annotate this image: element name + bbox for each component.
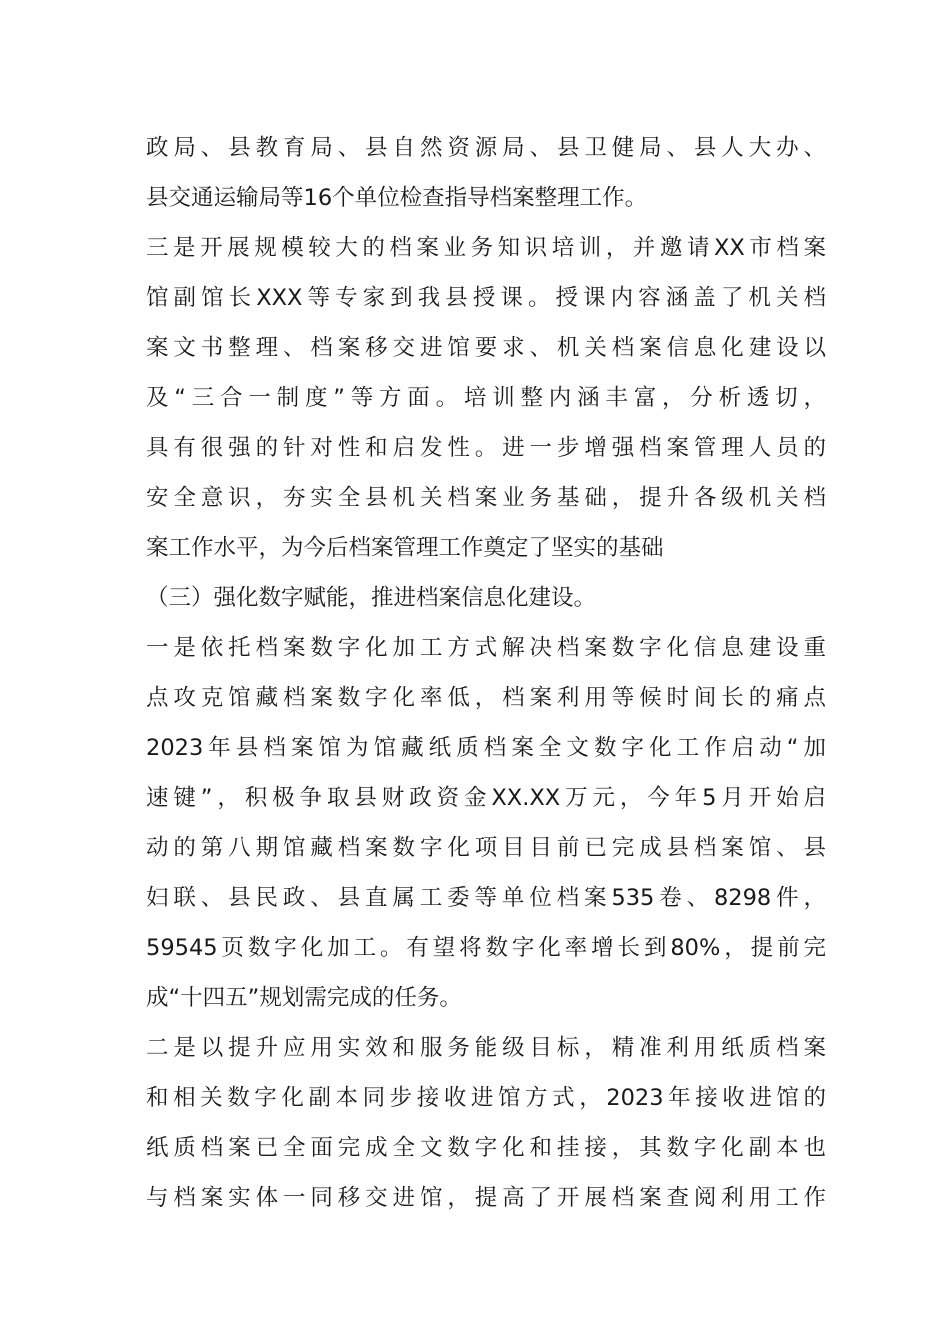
text-line: 动的第八期馆藏档案数字化项目目前已完成县档案馆、县 xyxy=(146,835,826,861)
text-line: 具有很强的针对性和启发性。进一步增强档案管理人员的 xyxy=(146,435,826,461)
text-line: 纸质档案已全面完成全文数字化和挂接，其数字化副本也 xyxy=(146,1135,826,1161)
document-body xyxy=(146,123,826,1223)
text-line: 二是以提升应用实效和服务能级目标，精准利用纸质档案 xyxy=(146,1035,826,1061)
text-line: 成“十四五”规划需完成的任务。 xyxy=(146,985,462,1011)
text-line: 妇联、县民政、县直属工委等单位档案535卷、8298件， xyxy=(146,885,826,911)
text-line: 和相关数字化副本同步接收进馆方式，2023年接收进馆的 xyxy=(146,1085,826,1111)
text-line: 县交通运输局等16个单位检查指导档案整理工作。 xyxy=(146,185,648,211)
text-line: 2023年县档案馆为馆藏纸质档案全文数字化工作启动“加 xyxy=(146,735,826,761)
text-line: 案工作水平，为今后档案管理工作奠定了坚实的基础 xyxy=(146,535,664,561)
text-line: 馆副馆长XXX等专家到我县授课。授课内容涵盖了机关档 xyxy=(146,285,826,311)
text-line: 点攻克馆藏档案数字化率低，档案利用等候时间长的痛点 xyxy=(146,685,826,711)
text-line: 速键”，积极争取县财政资金XX.XX万元，今年5月开始启 xyxy=(146,785,826,811)
text-line: 政局、县教育局、县自然资源局、县卫健局、县人大办、 xyxy=(146,135,826,161)
text-line: 三是开展规模较大的档案业务知识培训，并邀请XX市档案 xyxy=(146,235,826,261)
text-line: 案文书整理、档案移交进馆要求、机关档案信息化建设以 xyxy=(146,335,826,361)
section-heading: （三）强化数字赋能，推进档案信息化建设。 xyxy=(146,585,597,611)
text-line: 59545页数字化加工。有望将数字化率增长到80%，提前完 xyxy=(146,935,826,961)
text-line: 及“三合一制度”等方面。培训整内涵丰富，分析透切， xyxy=(146,385,826,411)
text-line: 与档案实体一同移交进馆，提高了开展档案查阅利用工作 xyxy=(146,1185,826,1211)
text-line: 安全意识，夯实全县机关档案业务基础，提升各级机关档 xyxy=(146,485,826,511)
text-line: 一是依托档案数字化加工方式解决档案数字化信息建设重 xyxy=(146,635,826,661)
